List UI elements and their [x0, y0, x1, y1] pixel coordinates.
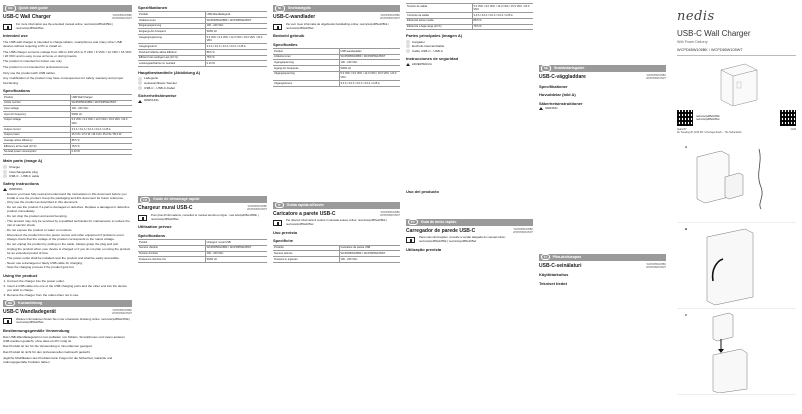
- table-row: [3, 149, 132, 155]
- spec-key: Corriente de salida: [406, 13, 472, 19]
- specifications-table: [138, 11, 267, 67]
- specifications-table: [3, 94, 132, 155]
- text-block: [406, 196, 533, 216]
- section-band-it: [273, 202, 400, 209]
- article-codes: [380, 211, 400, 217]
- code: WCPD65W105BK: [247, 205, 267, 209]
- intended-use-heading: Uso previsto: [273, 229, 298, 235]
- spec-value: 100 - 240 VAC: [339, 60, 400, 66]
- number-circle-icon: [138, 86, 142, 90]
- part-label: Interchangeable plug: [9, 169, 38, 174]
- manual-note-text[interactable]: For more information see the extended manual online: ned.is/wcpd65w105bk | ned.is/wcpd65w105wt: [16, 21, 113, 30]
- section-band-en: [3, 5, 132, 12]
- band-title: Snelstartgids: [288, 6, 311, 11]
- main-parts-list: [3, 165, 132, 179]
- spec-value: 3.0 A / 3.0 A / 3.0 A / 3.0 A / 3.25 A: [472, 13, 533, 19]
- spec-key: Durchschnittliche aktive Effizienz: [138, 50, 205, 56]
- language-badge: FR: [140, 197, 150, 203]
- table-row: [406, 24, 533, 30]
- article-codes: [380, 14, 400, 20]
- doc-title-it: [273, 211, 400, 218]
- number-circle-icon: [138, 81, 142, 85]
- warning-text: ADVERTENCIA: [412, 61, 432, 66]
- cover-footer: [677, 129, 796, 135]
- using-steps: [7, 279, 132, 297]
- company-address: [677, 129, 741, 135]
- manual-link[interactable]: ned.is/wcpd65w105bk: [696, 114, 720, 118]
- specifications-table: [406, 3, 533, 30]
- plug-rotate-icon: [677, 225, 797, 307]
- code: WCPD65W105BK: [380, 14, 400, 17]
- safety-text-block: [539, 111, 666, 251]
- doc-title-sv: [539, 74, 666, 81]
- company-name: Nedis BV: [677, 129, 687, 132]
- code: WCPD65W105WT: [646, 265, 666, 269]
- book-icon: [3, 24, 12, 30]
- spec-value: 0.10 W: [70, 149, 132, 155]
- manual-note: [138, 214, 267, 222]
- doc-title-pt: [406, 228, 533, 235]
- manual-link[interactable]: ned.is/wcpd65w105wt: [696, 118, 720, 122]
- safety-text-block: [138, 103, 267, 193]
- figure-c: [677, 311, 796, 395]
- code: WCPD65W105BK: [646, 74, 666, 77]
- paragraph: The product is not intended for professional use.: [3, 65, 70, 70]
- section-band-de: [3, 300, 132, 307]
- language-badge: DE: [5, 300, 15, 306]
- spec-value: 100 - 240 VAC: [205, 251, 267, 257]
- safety-heading: Safety instructions: [3, 181, 40, 187]
- spec-key: Effizienz bei niedriger Last (10 %): [138, 55, 205, 61]
- title-text: Carregador de parede USB-C: [406, 227, 476, 234]
- spec-value: WCPD65W105BK / WCPD65W105WT: [205, 245, 267, 251]
- book-icon: [138, 215, 147, 221]
- spec-key: Ausgangsspannung: [138, 35, 205, 44]
- section-band-pt: [406, 219, 533, 226]
- title-text: USB-C-seinälaturi: [539, 262, 582, 269]
- warning-text: VARNING: [545, 105, 558, 110]
- code: WCPD65W105BK: [380, 210, 400, 214]
- spec-value: 100 - 240 VAC: [339, 257, 400, 263]
- spec-value: 15.0 W / 27.0 W / 36.0 W / 45.0 W / 65.0 W: [70, 132, 132, 138]
- number-circle-icon: [3, 170, 7, 174]
- part-label: USB-C - USB-C cable: [9, 174, 40, 179]
- list-item: - Disconnect the product from the power source and other equipment if problems occur.: [7, 233, 132, 237]
- list-item: [3, 170, 132, 174]
- code: WCPD65W105BK: [112, 14, 132, 17]
- language-badge: IT: [275, 202, 284, 208]
- code: WCPD65W105BK: [513, 227, 533, 231]
- number-circle-icon: [406, 44, 410, 48]
- spec-value: 3.0 A / 3.0 A / 3.0 A / 3.0 A / 3.25 A: [339, 81, 400, 87]
- part-label: Austauschbarer Stecker: [144, 81, 178, 86]
- spec-key: Product: [273, 49, 339, 55]
- spec-value: WCPD65W105BK / WCPD65W105WT: [70, 100, 132, 106]
- language-badge: FI: [541, 254, 550, 260]
- code: WCPD65W105BK: [112, 308, 132, 312]
- safety-heading: Sicherheitshinweise: [138, 92, 177, 98]
- part-label: Cargador: [412, 39, 425, 44]
- list-item: - Do not expose the product to water or moisture.: [7, 228, 132, 232]
- warning-text: WARNING: [9, 186, 23, 191]
- qr-code-icon[interactable]: [780, 110, 796, 126]
- manual-note: [406, 236, 533, 244]
- code: WCPD65W105WT: [112, 17, 132, 21]
- main-parts-heading: Huvuddelar (bild A): [539, 92, 576, 98]
- spec-value: 78.5 %: [472, 24, 533, 30]
- code: WCPD65W105BK: [646, 262, 666, 266]
- address-text: De Tweeling 28, 5215 MC 's-Hertogenbosch – The Netherlands: [677, 132, 742, 135]
- doc-title-fi: [539, 263, 666, 270]
- manual-note: [3, 318, 132, 326]
- qr-row: [677, 110, 796, 126]
- paragraph: Das USB-Wandladegerät ist zum Aufladen von Tablets, Smartphones und vielen anderen USB-Geräten gedacht, ohne dass ein PC nötig ist.: [3, 334, 125, 343]
- article-codes: [247, 205, 267, 211]
- column-1: [0, 0, 135, 414]
- list-item: - Only use the product as described in this document.: [7, 200, 132, 204]
- list-item: - Unplug the product when your device is charged or if you do not plan on using the product for an extended period of time.: [7, 247, 132, 255]
- spec-value: 5.0 VDC / 9.0 VDC / 12.0 VDC / 15.0 VDC / 20.0 VDC: [205, 35, 267, 44]
- part-label: Enchufe intercambiable: [412, 44, 445, 49]
- spec-value: 0.10 W: [205, 61, 267, 67]
- section-band-nl: [273, 5, 400, 12]
- paragraph: Das Produkt ist nicht für den professionellen Gebrauch gedacht.: [3, 350, 91, 355]
- figure-label: B: [685, 227, 688, 232]
- spec-key: Artikelnummer: [273, 54, 339, 60]
- code: WCPD65W105WT: [380, 17, 400, 21]
- paragraph: The product is intended for indoor use only.: [3, 59, 63, 64]
- list-item: - Ensure you have fully read and understood the instructions in this document before you install or use the product. Keep the packaging and this document for future reference.: [7, 192, 132, 200]
- manual-note: [273, 23, 400, 31]
- book-icon: [273, 220, 282, 226]
- spec-value: USB Wall Charger: [70, 95, 132, 101]
- spec-key: Output power: [3, 132, 70, 138]
- list-item: - The power outlet shall be installed near the product and shall be easily accessible.: [7, 256, 132, 260]
- part-label: USB-C - USB-C-Kabel: [144, 85, 175, 90]
- title-text: USB-C Wandladegerät: [3, 308, 56, 315]
- safety-text-block: [406, 66, 533, 186]
- table-row: [273, 81, 400, 87]
- spec-key: Tension d'entrée: [138, 251, 205, 257]
- spec-value: Chargeur mural USB: [205, 240, 267, 246]
- doc-title-nl: [273, 14, 400, 21]
- language-badge: NL: [275, 5, 285, 11]
- text-block: [539, 2, 666, 62]
- list-item: 1. Connect the charger into the power outlet.: [7, 279, 132, 283]
- specifications-heading: Specifikationer: [539, 83, 568, 89]
- cover-models: WCPD65W105BK / WCPD65W105WT: [677, 48, 796, 56]
- part-label: Charger: [9, 164, 21, 169]
- number-circle-icon: [406, 40, 410, 44]
- spec-key: Output current: [3, 127, 70, 133]
- list-item: - Do not use the product if a part is damaged or defective. Replace a damaged or defective product immediately.: [7, 205, 132, 213]
- figure-label: C: [685, 313, 688, 318]
- part-label: Ladegerät: [144, 76, 158, 81]
- spec-key: Average active efficiency: [3, 138, 70, 144]
- article-codes: [646, 263, 666, 269]
- spec-key: Produit: [138, 240, 205, 246]
- intended-use-heading: Bedoeld gebruik: [273, 33, 305, 39]
- spec-value: 5.0 VDC / 9.0 VDC / 12.0 VDC / 15.0 VDC / 20.0 VDC: [472, 4, 533, 13]
- intended-use-heading: Utilização prevista: [406, 246, 442, 252]
- spec-key: Eingangs-AC-Frequenz: [138, 29, 205, 35]
- figure-b: [677, 225, 796, 309]
- number-circle-icon: [138, 77, 142, 81]
- spec-key: Tensione in ingresso: [273, 257, 339, 263]
- doc-title-fr: [138, 205, 267, 212]
- spec-key: Artikelnummer: [138, 18, 205, 24]
- intended-use-heading: Bestimmungsgemäße Verwendung: [3, 328, 70, 334]
- paragraph: Jegliche Modifikation des Produkts kann Folgen für die Sicherheit, Garantie und ordnungsgemäße Funktion haben.: [3, 355, 113, 364]
- language-badge: SE: [541, 65, 551, 71]
- article-codes: [646, 74, 666, 80]
- figure-label: A: [685, 145, 688, 150]
- spec-key: Efficiency at low load (10 %): [3, 144, 70, 150]
- spec-key: Ingangsspanning: [273, 60, 339, 66]
- warning-text: WARNUNG: [144, 98, 159, 103]
- table-row: [406, 4, 533, 13]
- manual-note: [3, 23, 132, 31]
- code: WCPD65W105WT: [646, 77, 666, 81]
- band-title: Guide de démarrage rapide: [153, 197, 200, 202]
- list-item: [138, 76, 267, 80]
- text-block: [273, 89, 400, 199]
- number-circle-icon: [406, 49, 410, 53]
- list-item: [406, 40, 533, 44]
- code: WCPD65W105WT: [513, 230, 533, 234]
- main-parts-list: [138, 76, 267, 90]
- charger-icon: [707, 60, 767, 106]
- number-circle-icon: [3, 174, 7, 178]
- spec-key: Product: [3, 95, 70, 101]
- paragraph: The USB wall charger is intended to charge tablets, smartphones and many other USB devices without requiring a PC to install on.: [3, 39, 122, 48]
- spec-key: Uitgangsstroom: [273, 81, 339, 87]
- spec-key: No-load power consumption: [3, 149, 70, 155]
- part-label: Cable USB-C - USB-C: [412, 48, 443, 53]
- list-item: - Always check that the voltage of the product corresponds to the mains voltage.: [7, 237, 132, 241]
- spec-key: Article number: [3, 100, 70, 106]
- article-codes: [112, 309, 132, 315]
- spec-value: WCPD65W105BK / WCPD65W105WT: [205, 18, 267, 24]
- using-heading: Using the product: [3, 272, 38, 278]
- column-3: [270, 0, 403, 414]
- specifications-heading: Specifications: [3, 87, 31, 93]
- spec-value: USB-Wandladegerät: [205, 12, 267, 18]
- specifications-table: [273, 48, 400, 87]
- plug-insert-icon: [677, 311, 797, 393]
- code: WCPD65W105WT: [112, 312, 132, 316]
- brand-logo: nedis: [677, 9, 715, 24]
- code: WCPD65W105WT: [247, 208, 267, 212]
- paragraph: The USB charger converts voltage from 100 to 240 VAC to 5 VDC / 9 VDC / 12 VDC / 15 VDC / 20 VDC and is easy to use at home or during travels.: [3, 49, 132, 58]
- band-title: Kurzanleitung: [18, 300, 43, 305]
- paragraph: Das Produkt ist nur für die Verwendung in Innenräumen geeignet.: [3, 344, 93, 349]
- spec-key: Ausgangsstrom: [138, 44, 205, 50]
- safety-list: [3, 192, 132, 270]
- column-2: [135, 0, 270, 414]
- spec-key: Tensión de salida: [406, 4, 472, 13]
- code: WCPD65W105WT: [380, 213, 400, 217]
- spec-value: 78.5 %: [70, 144, 132, 150]
- intended-use-heading: Intended use: [3, 33, 28, 39]
- spec-key: Input AC frequency: [3, 112, 70, 118]
- section-band-sv: [539, 65, 666, 72]
- spec-value: WCPD65W105BK / WCPD65W105WT: [339, 251, 400, 257]
- spec-value: 50/60 Hz: [205, 29, 267, 35]
- main-parts-heading: Partes principales (imagen A): [406, 33, 463, 39]
- warning-icon: [138, 100, 142, 103]
- paragraph: Only use the product with USB cables.: [3, 70, 56, 75]
- list-item: [406, 49, 533, 53]
- list-item: [138, 86, 267, 90]
- spec-value: 78.5 %: [205, 55, 267, 61]
- book-icon: [3, 318, 12, 324]
- manual-note-text[interactable]: Weitere Informationen finden Sie in der erweiterten Anleitung online: ned.is/wcpd65w105bk | ned.is/wcpd65w105wt: [16, 316, 131, 325]
- band-title: Quick start guide: [18, 6, 48, 11]
- spec-value: 3.0 A / 3.0 A / 3.0 A / 3.0 A / 3.25 A: [70, 127, 132, 133]
- spec-value: 50/60 Hz: [205, 257, 267, 263]
- spec-key: Produkt: [138, 12, 205, 18]
- warning-icon: [406, 63, 410, 66]
- main-parts-heading: Hauptbestandteile (Abbildung A): [138, 70, 201, 76]
- spec-key: Eficiencia a baja carga (10 %): [406, 24, 472, 30]
- list-item: 2. Insert a USB cable into one of the USB charging ports and the other end into the device you wish to charge.: [7, 284, 132, 292]
- title-text: USB-C-väggladdare: [539, 74, 586, 80]
- title-text: Chargeur mural USB-C: [138, 205, 193, 212]
- book-icon: [273, 24, 282, 30]
- spec-key: Numéro d'article: [138, 245, 205, 251]
- table-row: [273, 257, 400, 263]
- number-circle-icon: [3, 165, 7, 169]
- doc-title-de: [3, 309, 132, 316]
- article-codes: [513, 228, 533, 234]
- spec-key: Leistungsaufnahme im Leerlauf: [138, 61, 205, 67]
- intended-use-heading: Utilisation prévue: [138, 224, 172, 230]
- language-badge: PT: [408, 219, 418, 225]
- spec-key: Eficiencia activa media: [406, 18, 472, 24]
- title-text: USB-C Wall Charger: [3, 14, 51, 20]
- safety-heading: Instrucciones de seguridad: [406, 56, 459, 62]
- band-title: Snabbstartsguide: [554, 66, 585, 71]
- spec-key: Eingangsspannung: [138, 23, 205, 29]
- title-text: USB-C-wandlader: [273, 14, 316, 20]
- paragraph: Any modification of the product may have consequences for safety, warranty and proper functioning.: [3, 76, 124, 85]
- table-row: [273, 71, 400, 80]
- cover-subtitle: With Power Delivery: [677, 40, 708, 45]
- cover-panel: [669, 0, 802, 414]
- specifications-heading: Specificaties: [273, 41, 298, 47]
- list-item: - Stop the charging process if the product gets hot.: [7, 265, 132, 269]
- warning-icon: [539, 107, 543, 110]
- list-item: [406, 44, 533, 48]
- list-item: - This product may only be serviced by a qualified technician for maintenance to reduce the risk of electric shock.: [7, 219, 132, 227]
- spec-value: 88.5 %: [70, 138, 132, 144]
- spec-value: 88.5 %: [205, 50, 267, 56]
- product-illustration: [707, 60, 767, 106]
- specifications-heading: Spécifications: [138, 232, 166, 238]
- intended-use-heading: Käyttötarkoitus: [539, 272, 569, 278]
- main-parts-heading: Main parts (image A): [3, 158, 43, 164]
- band-title: Pika-aloitusopas: [552, 254, 582, 259]
- spec-value: 5.0 VDC / 9.0 VDC / 12.0 VDC / 15.0 VDC / 20.0 VDC: [70, 117, 132, 126]
- band-title: Guida rapida all'avvio: [286, 202, 324, 207]
- spec-key: Ingang AC-frequentie: [273, 66, 339, 72]
- spec-value: 88.5 %: [472, 18, 533, 24]
- spec-value: USB-wandoplader: [339, 49, 400, 55]
- spec-key: Numero articolo: [273, 251, 339, 257]
- band-title: Guia de início rápido: [420, 219, 457, 224]
- list-item: [3, 174, 132, 178]
- spec-value: 5.0 VDC / 9.0 VDC / 12.0 VDC / 15.0 VDC / 20.0 VDC: [339, 71, 400, 80]
- list-item: [138, 81, 267, 85]
- specifications-heading: Tekniset tiedot: [539, 280, 567, 286]
- manual-note-text[interactable]: Zie voor meer informatie de uitgebreide handleiding online: ned.is/wcpd65w105bk | ned.is/wcpd65w105wt: [286, 21, 389, 30]
- table-row: [138, 61, 267, 67]
- column-4: [403, 0, 536, 414]
- spec-value: WCPD65W105BK / WCPD65W105WT: [339, 54, 400, 60]
- spec-value: 50/60 Hz: [339, 66, 400, 72]
- specifications-table: [138, 239, 267, 263]
- print-date: 11/20: [790, 129, 796, 132]
- spec-value: 100 - 240 VAC: [205, 23, 267, 29]
- charger-parts-icon: [677, 143, 797, 221]
- list-item: - Do not unplug the product by pulling on the cable. Always grasp the plug and pull.: [7, 242, 132, 246]
- section-band-fr: [138, 196, 267, 203]
- manual-note: [273, 219, 400, 227]
- specifications-heading: Spezifikationen: [138, 5, 168, 10]
- manual-note-text[interactable]: Para mais informações, consulte a versão alargada do manual online: ned.is/wcpd65w105bk | ned.is/wcpd65w105wt: [419, 235, 506, 244]
- language-badge: GB: [5, 5, 16, 11]
- section-band-fi: [539, 254, 666, 261]
- figure-a: [677, 143, 796, 223]
- table-row: [138, 35, 267, 44]
- list-item: 3. Remove the charger from the outlet when not in use.: [7, 293, 132, 297]
- cover-title: USB-C Wall Charger: [677, 28, 751, 38]
- spec-value: Caricatore da parete USB: [339, 245, 400, 251]
- table-row: [3, 117, 132, 126]
- specifications-table: [273, 245, 400, 263]
- book-icon: [406, 237, 415, 243]
- spec-key: Prodotto: [273, 245, 339, 251]
- title-text: Caricatore a parete USB-C: [273, 210, 336, 217]
- list-item: - Do not drop the product and avoid bumping.: [7, 214, 132, 218]
- spec-key: Fréquence d'entrée CA: [138, 257, 205, 263]
- qr-links: [696, 115, 780, 121]
- spec-value: 50/60 Hz: [70, 112, 132, 118]
- using-heading: Uso del producto: [406, 189, 439, 195]
- article-codes: [112, 14, 132, 20]
- spec-key: Uitgangsspanning: [273, 71, 339, 80]
- list-item: - Never use a damaged or faulty USB cable for charging.: [7, 261, 132, 265]
- spec-value: 100 - 240 VAC: [70, 106, 132, 112]
- specifications-heading: Specifiche: [273, 238, 294, 244]
- main-parts-list: [406, 40, 533, 54]
- manual-note-text[interactable]: Per ulteriori informazioni vedere il manuale esteso online: ned.is/wcpd65w105bk | ned.is/wcpd65w105wt: [286, 218, 387, 227]
- spec-key: Output voltage: [3, 117, 70, 126]
- qr-code-icon[interactable]: [677, 110, 693, 126]
- column-5: [536, 0, 669, 414]
- table-row: [138, 257, 267, 263]
- doc-title-en: [3, 14, 132, 21]
- spec-value: 3.0 A / 3.0 A / 3.0 A / 3.0 A / 3.25 A: [205, 44, 267, 50]
- list-item: [3, 165, 132, 169]
- spec-key: Input voltage: [3, 106, 70, 112]
- manual-note-text[interactable]: Pour plus d'informations, consultez le manuel étendu en ligne : ned.is/wcpd65w105bk | ned.is/wcpd65w105wt: [151, 212, 259, 221]
- safety-heading: Säkerhetsinstruktioner: [539, 100, 583, 106]
